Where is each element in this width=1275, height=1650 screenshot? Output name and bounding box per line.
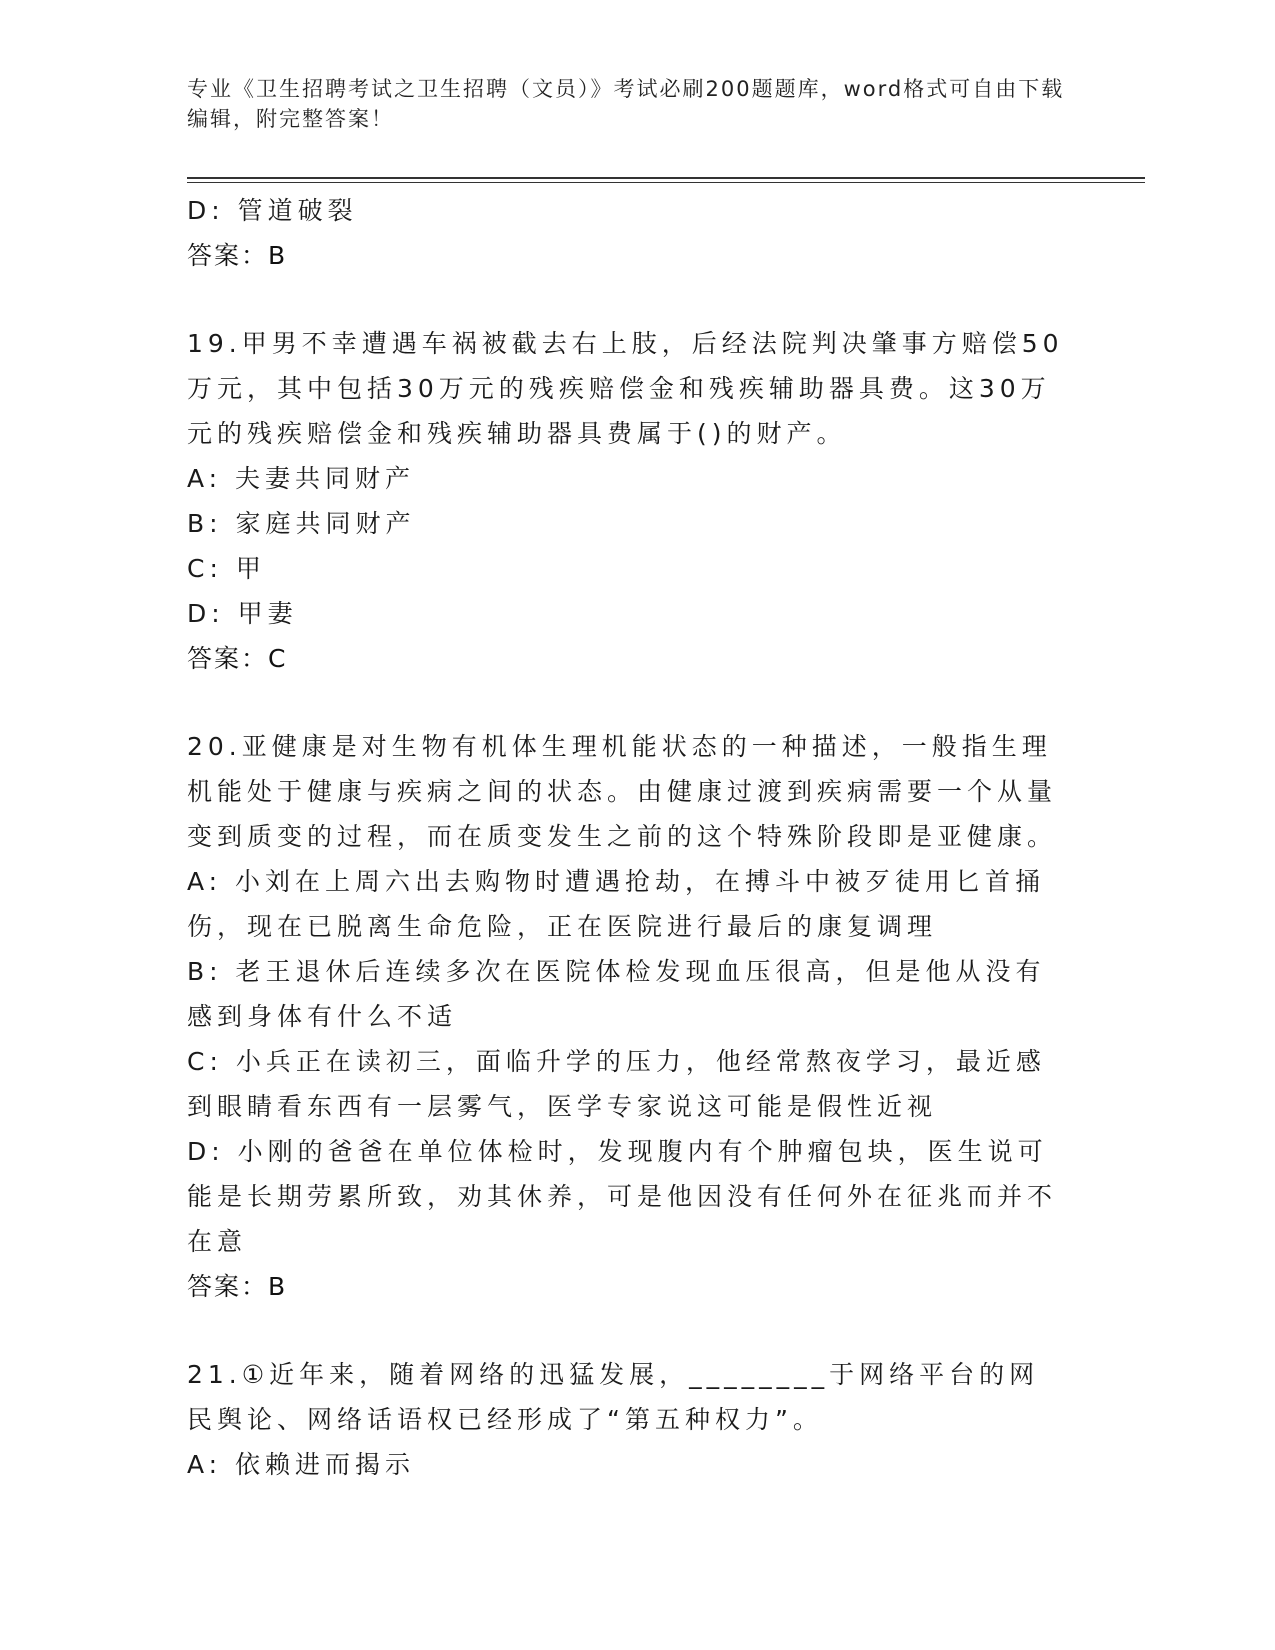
option-c: C: 小兵正在读初三，面临升学的压力，他经常熬夜学习，最近感到眼睛看东西有一层雾气，医学专家说这可能是假性近视 [187, 1047, 1046, 1121]
option-d: D: 管道破裂 [187, 196, 358, 225]
option-a: A: 夫妻共同财产 [187, 464, 416, 493]
question-block-20 [187, 724, 1067, 1309]
option-d: D: 甲妻 [187, 599, 298, 628]
page-header: 专业《卫生招聘考试之卫生招聘（文员）》考试必刷200题题库，word格式可自由下载编辑，附完整答案！ [187, 77, 1065, 131]
option-b: B: 家庭共同财产 [187, 509, 416, 538]
spacer [187, 278, 1067, 321]
spacer [187, 1309, 1067, 1352]
option-c: C: 甲 [187, 554, 266, 583]
answer-line: 答案：B [187, 241, 288, 270]
question-block-19 [187, 321, 1067, 681]
question-block-21 [187, 1352, 1067, 1487]
spacer [187, 681, 1067, 724]
option-b: B: 老王退休后连续多次在医院体检发现血压很高，但是他从没有感到身体有什么不适 [187, 957, 1046, 1031]
option-a: A: 依赖进而揭示 [187, 1450, 416, 1479]
question-stem: 21.①近年来，随着网络的迅猛发展，________于网络平台的网民舆论、网络话语权已经形成了“第五种权力”。 [187, 1360, 1040, 1434]
question-stem: 19.甲男不幸遭遇车祸被截去右上肢，后经法院判决肇事方赔偿50万元，其中包括30万元的残疾赔偿金和残疾辅助器具费。这30万元的残疾赔偿金和残疾辅助器具费属于()的财产。 [187, 329, 1064, 448]
header-rule-secondary [187, 182, 1145, 183]
question-stem: 20.亚健康是对生物有机体生理机能状态的一种描述，一般指生理机能处于健康与疾病之间的状态。由健康过渡到疾病需要一个从量变到质变的过程，而在质变发生之前的这个特殊阶段即是亚健康。 [187, 732, 1058, 851]
answer-line: 答案：B [187, 1272, 288, 1301]
answer-line: 答案：C [187, 644, 288, 673]
header-rule [187, 177, 1145, 179]
option-a: A: 小刘在上周六出去购物时遭遇抢劫，在搏斗中被歹徒用匕首捅伤，现在已脱离生命危险，正在医院进行最后的康复调理 [187, 867, 1046, 941]
question-block-18 [187, 188, 1067, 278]
option-d: D: 小刚的爸爸在单位体检时，发现腹内有个肿瘤包块，医生说可能是长期劳累所致，劝其休养，可是他因没有任何外在征兆而并不在意 [187, 1137, 1058, 1256]
question-content [187, 188, 1067, 1487]
